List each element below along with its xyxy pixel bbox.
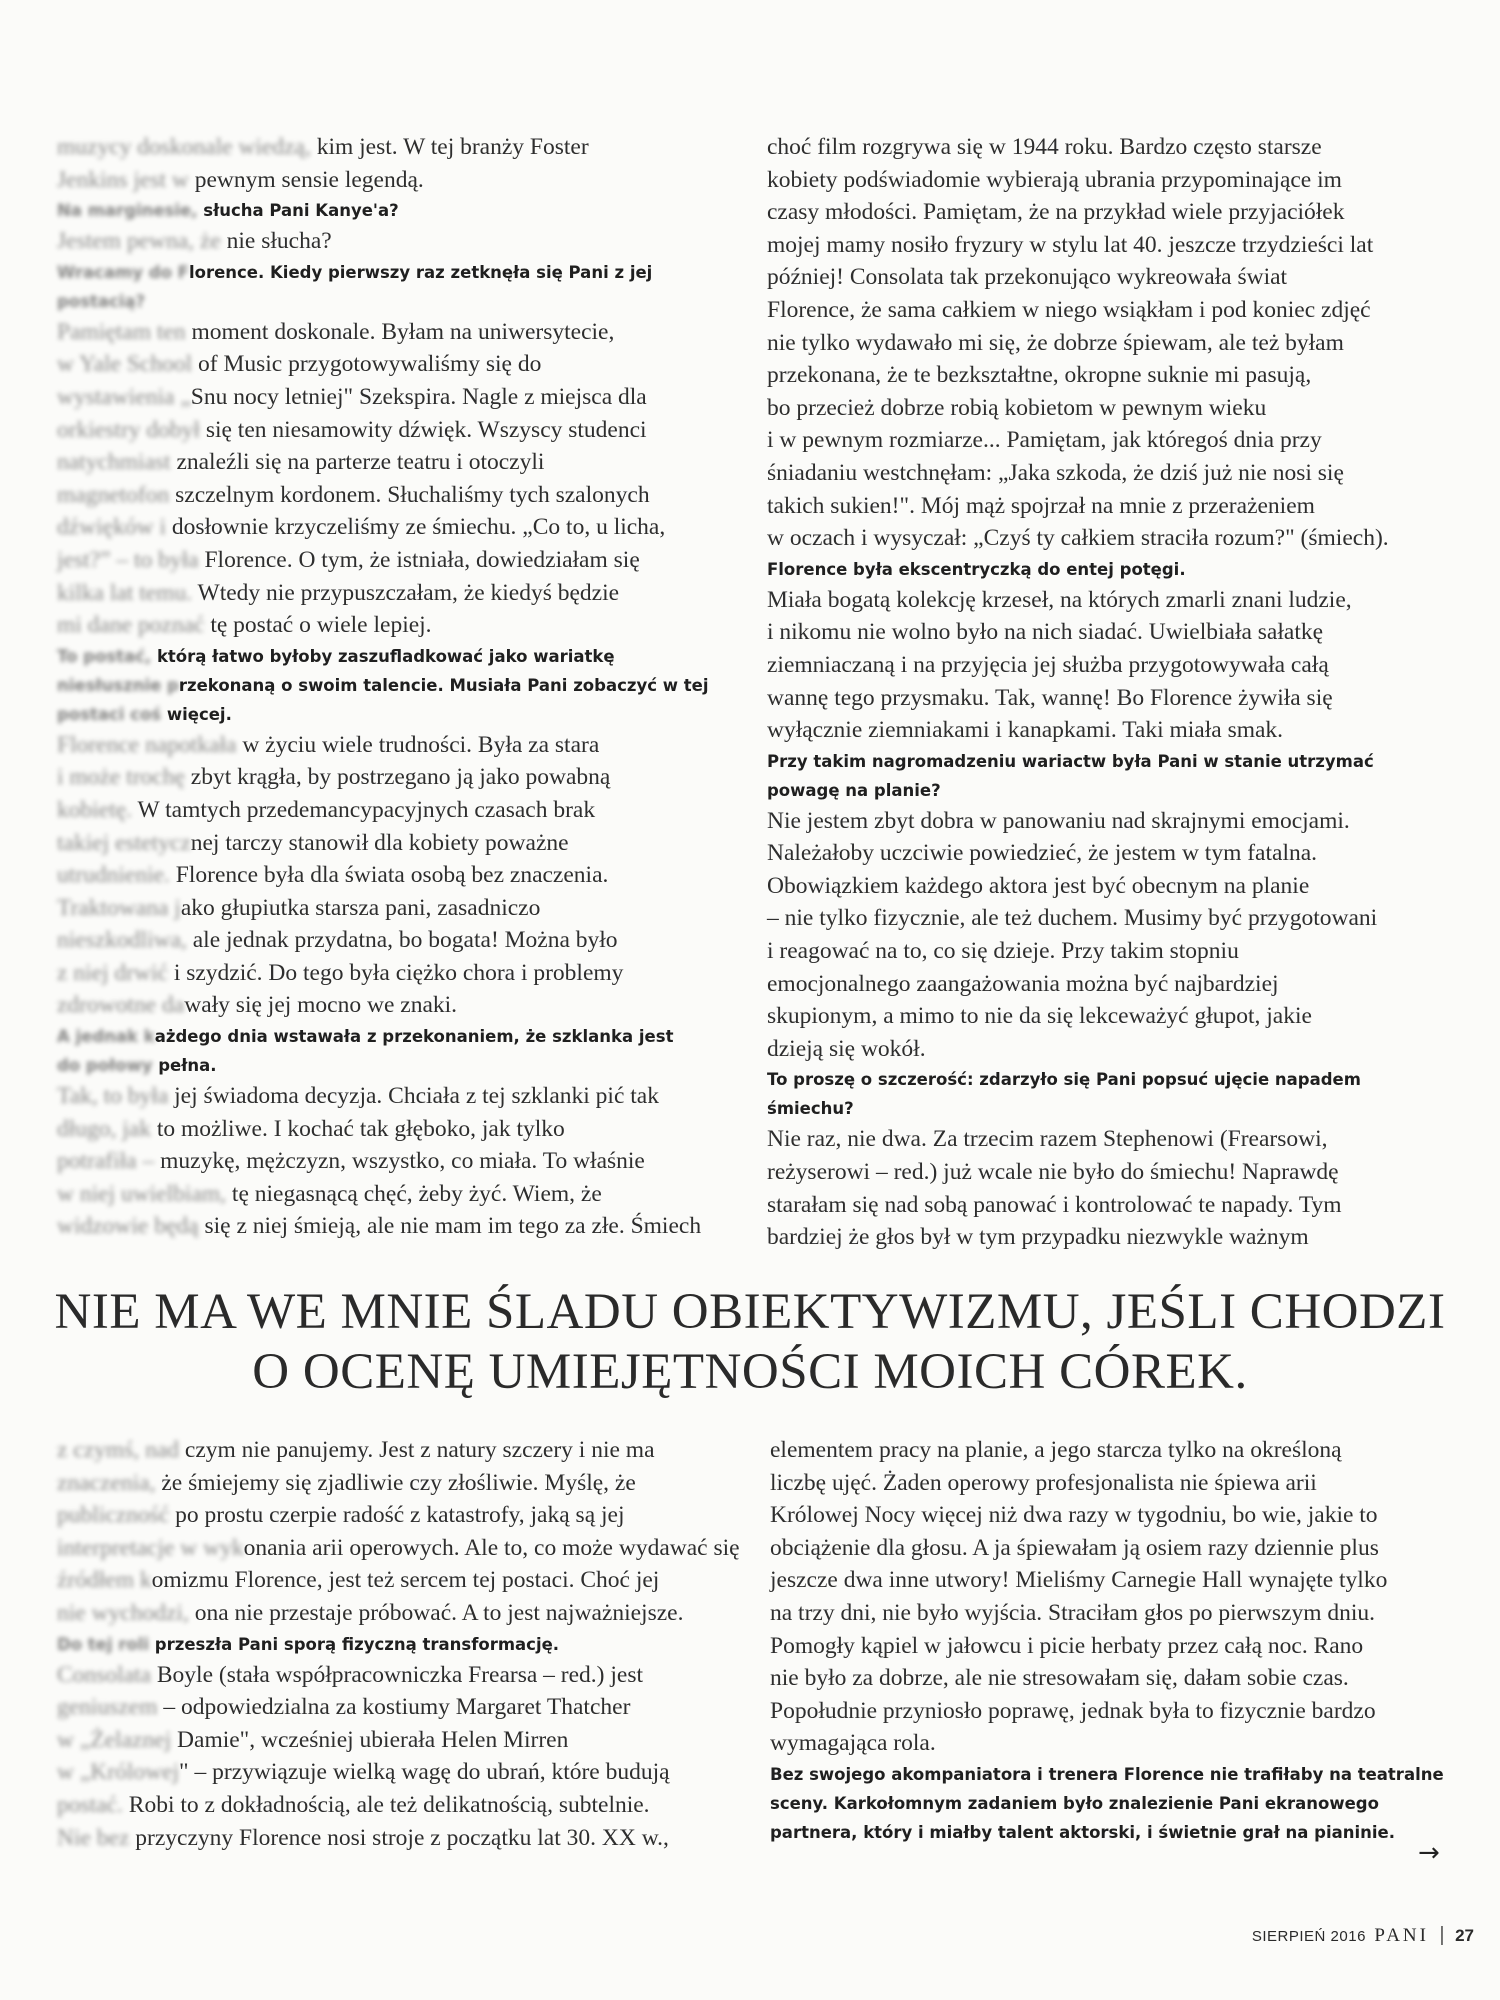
- pull-quote-line: NIE MA WE MNIE ŚLADU OBIEKTYWIZMU, JEŚLI CHODZI: [54, 1284, 1446, 1340]
- cropped-text-fragment: Florence napotkała: [57, 731, 243, 758]
- body-text-line: [57, 794, 717, 827]
- line-text: elementem pracy na planie, a jego starcza tylko na określoną: [770, 1437, 1342, 1463]
- body-text-line: [767, 457, 1457, 490]
- line-text: czym nie panujemy. Jest z natury szczery i nie ma: [184, 1437, 655, 1463]
- interview-question-line: [767, 555, 1457, 584]
- interview-question-line: [767, 1094, 1457, 1123]
- body-text-line: [770, 1630, 1460, 1663]
- body-text-line: [57, 1178, 717, 1211]
- line-text: i nikomu nie wolno było na nich siadać. Uwielbiała sałatkę: [767, 619, 1324, 646]
- interview-question-line: [57, 700, 717, 729]
- body-text-line: [57, 1210, 717, 1243]
- body-text-line: [767, 935, 1457, 968]
- body-text-line: [770, 1727, 1460, 1760]
- interview-question-line: [57, 1022, 717, 1051]
- line-text: i w pewnym rozmiarze... Pamiętam, jak któregoś dnia przy: [767, 427, 1322, 454]
- body-text-line: [767, 327, 1457, 360]
- body-text-line: [767, 490, 1457, 523]
- line-text: Królowej Nocy więcej niż dwa razy w tygodniu, bo wie, jakie to: [770, 1502, 1378, 1529]
- line-text: Pomogły kąpiel w jałowcu i picie herbaty przez całą noc. Rano: [770, 1632, 1364, 1659]
- cropped-text-fragment: Pamiętam ten: [57, 318, 192, 345]
- cropped-text-fragment: mi dane poznać: [57, 612, 211, 639]
- cropped-text-fragment: jest?” – to była: [57, 546, 205, 573]
- body-text-line: [770, 1467, 1460, 1500]
- cropped-text-fragment: geniuszem: [57, 1694, 164, 1721]
- interview-question-line: [57, 258, 717, 287]
- cropped-text-fragment: orkiestry dobył: [57, 416, 206, 443]
- line-text: zbyt krągła, by postrzegano ją jako powabną: [190, 764, 611, 791]
- line-text: reżyserowi – red.) już wcale nie było do śmiechu! Naprawdę: [767, 1159, 1339, 1186]
- cropped-text-fragment: Consolata: [57, 1661, 157, 1688]
- cropped-text-fragment: To postać,: [57, 646, 157, 666]
- line-text: ona nie przestaje próbować. A to jest najważniejsze.: [194, 1599, 684, 1626]
- body-text-line: [767, 968, 1457, 1001]
- body-text-line: [57, 1499, 747, 1532]
- body-text-line: [57, 1113, 717, 1146]
- line-text: ziemniaczaną i na przyjęcia jej służba przygotowywała całą: [767, 651, 1329, 678]
- line-text: Florence była dla świata osobą bez znaczenia.: [175, 862, 609, 889]
- body-text-line: [767, 1033, 1457, 1066]
- line-text: to możliwe. I kochać tak głęboko, jak tylko: [156, 1115, 565, 1142]
- cropped-text-fragment: natychmiast: [57, 449, 177, 476]
- line-text: emocjonalnego zaangażowania można być najbardziej: [767, 970, 1279, 997]
- line-text: of Music przygotowywaliśmy się do: [198, 351, 542, 378]
- body-text-line: [57, 1467, 747, 1500]
- line-text: przekonana, że te bezkształtne, okropne suknie mi pasują,: [767, 362, 1312, 389]
- body-text-line: [57, 892, 717, 925]
- line-text: śmiechu?: [767, 1099, 854, 1119]
- line-text: dzieją się wokół.: [767, 1035, 926, 1062]
- body-text-line: [767, 870, 1457, 903]
- line-text: słucha Pani Kanye'a?: [203, 201, 399, 221]
- body-text-line: [57, 577, 717, 610]
- line-text: nej tarczy stanowił dla kobiety poważne: [190, 829, 569, 856]
- body-text-line: [767, 682, 1457, 715]
- body-text-line: [57, 414, 717, 447]
- cropped-text-fragment: niesłusznie p: [57, 675, 179, 695]
- interview-question-line: [770, 1818, 1460, 1847]
- line-text: powagę na planie?: [767, 780, 941, 800]
- line-text: – odpowiedzialna za kostiumy Margaret Thatcher: [163, 1694, 631, 1721]
- body-text-line: [57, 1756, 747, 1789]
- body-text-line: [57, 1564, 747, 1597]
- body-text-line: [767, 714, 1457, 747]
- line-text: Snu nocy letniej" Szekspira. Nagle z miejsca dla: [190, 383, 647, 410]
- line-text: Boyle (stała współpracowniczka Frearsa – red.) jest: [156, 1661, 644, 1688]
- line-text: obciążenie dla głosu. A ja śpiewałam ją osiem razy dziennie plus: [770, 1534, 1379, 1561]
- body-text-line: [770, 1597, 1460, 1630]
- interview-question-line: [767, 776, 1457, 805]
- body-text-line: [767, 261, 1457, 294]
- cropped-text-fragment: A jednak k: [57, 1027, 155, 1047]
- cropped-text-fragment: nieszkodliwa,: [57, 927, 193, 954]
- cropped-text-fragment: kobietę.: [57, 796, 138, 823]
- cropped-text-fragment: Nie bez: [57, 1824, 136, 1851]
- line-text: W tamtych przedemancypacyjnych czasach brak: [137, 796, 596, 823]
- pull-quote-line: O OCENĘ UMIEJĘTNOŚCI MOICH CÓREK.: [252, 1344, 1248, 1400]
- line-text: pewnym sensie legendą.: [194, 166, 424, 193]
- article-column-top-left: [57, 131, 717, 1243]
- line-text: omizmu Florence, jest też sercem tej postaci. Choć jej: [151, 1567, 660, 1594]
- line-text: ako głupiutka starsza pani, zasadniczo: [180, 894, 541, 921]
- line-text: znaleźli się na parterze teatru i otoczyli: [176, 449, 545, 476]
- body-text-line: [57, 1691, 747, 1724]
- line-text: muzykę, mężczyzn, wszystko, co miała. To właśnie: [160, 1148, 645, 1175]
- body-text-line: [767, 522, 1457, 555]
- cropped-text-fragment: Tak, to była: [57, 1083, 175, 1110]
- body-text-line: [57, 989, 717, 1022]
- interview-question-line: [57, 642, 717, 671]
- body-text-line: [767, 805, 1457, 838]
- interview-question-line: [57, 1051, 717, 1080]
- body-text-line: [57, 479, 717, 512]
- cropped-text-fragment: utrudnienie.: [57, 862, 176, 889]
- body-text-line: [767, 1221, 1457, 1254]
- line-text: lorence. Kiedy pierwszy raz zetknęła się Pani z jej: [188, 262, 653, 282]
- body-text-line: [57, 1822, 747, 1855]
- line-text: że śmiejemy się zjadliwie czy złośliwie. Myślę, że: [161, 1469, 636, 1496]
- line-text: śniadaniu westchnęłam: „Jaka szkoda, że dziś już nie nosi się: [767, 459, 1344, 486]
- cropped-text-fragment: Jestem pewna, że: [57, 228, 227, 255]
- line-text: Bez swojego akompaniatora i trenera Florence nie trafiłaby na teatralne: [770, 1764, 1444, 1784]
- body-text-line: [767, 229, 1457, 262]
- line-text: mojej mamy nosiło fryzury w stylu lat 40. jeszcze trzydzieści lat: [767, 231, 1374, 258]
- body-text-line: [770, 1434, 1460, 1467]
- cropped-text-fragment: widzowie będą: [57, 1213, 205, 1240]
- cropped-text-fragment: Na marginesie,: [57, 201, 204, 221]
- interview-question-line: [770, 1789, 1460, 1818]
- interview-question-line: [57, 1630, 747, 1659]
- line-text: w oczach i wysyczał: „Czyś ty całkiem straciła rozum?" (śmiech).: [767, 525, 1389, 552]
- line-text: choć film rozgrywa się w 1944 roku. Bardzo często starsze: [767, 134, 1322, 160]
- line-text: – nie tylko fizycznie, ale też duchem. Musimy być przygotowani: [767, 905, 1378, 932]
- body-text-line: [57, 859, 717, 892]
- line-text: Miała bogatą kolekcję krzeseł, na których zmarli znani ludzie,: [767, 586, 1352, 613]
- body-text-line: [57, 544, 717, 577]
- line-text: " – przywiązuje wielką wagę do ubrań, które budują: [179, 1759, 670, 1786]
- line-text: ale jednak przydatna, bo bogata! Można było: [192, 927, 618, 954]
- body-text-line: [767, 902, 1457, 935]
- page-number: 27: [1455, 1926, 1474, 1945]
- cropped-text-fragment: postać.: [57, 1791, 129, 1818]
- interview-question-line: [57, 287, 717, 316]
- magazine-name: PANI: [1374, 1925, 1429, 1946]
- body-text-line: [767, 649, 1457, 682]
- interview-question-line: [767, 1065, 1457, 1094]
- line-text: To proszę o szczerość: zdarzyło się Pani popsuć ujęcie napadem: [767, 1070, 1361, 1090]
- line-text: Florence była ekscentryczką do entej potęgi.: [767, 559, 1186, 579]
- interview-question-line: [57, 671, 717, 700]
- body-text-line: [57, 827, 717, 860]
- line-text: liczbę ujęć. Żaden operowy profesjonalista nie śpiewa arii: [770, 1469, 1317, 1496]
- body-text-line: [57, 1080, 717, 1113]
- article-column-bottom-right: [770, 1434, 1460, 1847]
- page-footer: [1252, 1924, 1474, 1947]
- article-column-top-right: [767, 131, 1457, 1254]
- line-text: i reagować na to, co się dzieje. Przy takim stopniu: [767, 938, 1239, 965]
- body-text-line: [57, 1434, 747, 1467]
- line-text: później! Consolata tak przekonująco wykreowała świat: [767, 264, 1288, 291]
- cropped-text-fragment: w niej uwielbiam,: [57, 1180, 232, 1207]
- line-text: partnera, który i miałby talent aktorski, i świetnie grał na pianinie.: [770, 1822, 1395, 1842]
- line-text: i szydzić. Do tego była ciężko chora i problemy: [173, 959, 624, 986]
- body-text-line: [57, 1789, 747, 1822]
- line-text: onania arii operowych. Ale to, co może wydawać się: [243, 1534, 740, 1561]
- body-text-line: [770, 1695, 1460, 1728]
- line-text: starałam się nad sobą panować i kontrolować te napady. Tym: [767, 1191, 1342, 1218]
- cropped-text-fragment: dźwięków i: [57, 514, 172, 541]
- cropped-text-fragment: interpretacje w wyk: [57, 1534, 244, 1561]
- cropped-text-fragment: do połowy: [57, 1056, 159, 1076]
- cropped-text-fragment: magnetofon: [57, 481, 176, 508]
- line-text: ażdego dnia wstawała z przekonaniem, że szklanka jest: [154, 1027, 674, 1047]
- line-text: wyłącznie ziemniakami i kanapkami. Taki miała smak.: [767, 717, 1284, 744]
- line-text: wymagająca rola.: [770, 1730, 936, 1757]
- line-text: Wtedy nie przypuszczałam, że kiedyś będzie: [197, 579, 620, 606]
- line-text: bardziej że głos był w tym przypadku niezwykle ważnym: [767, 1224, 1309, 1251]
- body-text-line: [767, 392, 1457, 425]
- cropped-text-fragment: potrafiła –: [57, 1148, 161, 1175]
- cropped-text-fragment: postaci coś: [57, 704, 167, 724]
- line-text: Damie", wcześniej ubierała Helen Mirren: [177, 1726, 569, 1753]
- line-text: moment doskonale. Byłam na uniwersytecie,: [191, 318, 615, 345]
- body-text-line: [57, 1532, 747, 1565]
- line-text: sceny. Karkołomnym zadaniem było znalezienie Pani ekranowego: [770, 1793, 1379, 1813]
- line-text: się z niej śmieją, ale nie mam im tego za złe. Śmiech: [204, 1213, 702, 1240]
- cropped-text-fragment: takiej estetycz: [57, 829, 191, 856]
- cropped-text-fragment: Jenkins jest w: [57, 166, 195, 193]
- line-text: się ten niesamowity dźwięk. Wszyscy studenci: [205, 416, 647, 443]
- body-text-line: [57, 131, 717, 164]
- body-text-line: [57, 729, 717, 762]
- line-text: Obowiązkiem każdego aktora jest być obecnym na planie: [767, 872, 1310, 899]
- line-text: Florence. O tym, że istniała, dowiedziałam się: [204, 546, 640, 573]
- cropped-text-fragment: muzycy doskonale wiedzą,: [57, 134, 317, 160]
- line-text: jeszcze dwa inne utwory! Mieliśmy Carnegie Hall wynajęte tylko: [770, 1567, 1388, 1594]
- body-text-line: [57, 316, 717, 349]
- line-text: przeszła Pani sporą fizyczną transformację.: [154, 1634, 560, 1654]
- line-text: czasy młodości. Pamiętam, że na przykład wiele przyjaciółek: [767, 199, 1345, 226]
- line-text: Nie jestem zbyt dobra w panowaniu nad skrajnymi emocjami.: [767, 807, 1350, 834]
- continue-arrow-icon: →: [1418, 1838, 1440, 1868]
- cropped-text-fragment: wystawienia „: [57, 383, 191, 410]
- line-text: dosłownie krzyczeliśmy ze śmiechu. „Co to, u licha,: [171, 514, 666, 541]
- body-text-line: [57, 957, 717, 990]
- body-text-line: [767, 1156, 1457, 1189]
- body-text-line: [57, 1659, 747, 1692]
- line-text: Florence, że sama całkiem w niego wsiąkłam i pod koniec zdjęć: [767, 296, 1371, 323]
- cropped-text-fragment: zdrowotne da: [57, 992, 185, 1019]
- body-text-line: [57, 609, 717, 642]
- cropped-text-fragment: i może trochę: [57, 764, 191, 791]
- line-text: takich sukien!". Mój mąż spojrzał na mnie z przerażeniem: [767, 492, 1315, 519]
- cropped-text-fragment: kilka lat temu.: [57, 579, 198, 606]
- line-text: tę niegasnącą chęć, żeby żyć. Wiem, że: [231, 1180, 602, 1207]
- article-column-bottom-left: [57, 1434, 747, 1854]
- body-text-line: [767, 359, 1457, 392]
- cropped-text-fragment: długo, jak: [57, 1115, 157, 1142]
- footer-separator: |: [1439, 1924, 1445, 1946]
- body-text-line: [767, 584, 1457, 617]
- body-text-line: [767, 837, 1457, 870]
- line-text: nie tylko wydawało mi się, że dobrze śpiewam, ale też byłam: [767, 329, 1344, 356]
- cropped-text-fragment: źródłem k: [57, 1567, 152, 1594]
- line-text: nie słucha?: [226, 228, 332, 255]
- body-text-line: [57, 1724, 747, 1757]
- line-text: jej świadoma decyzja. Chciała z tej szklanki pić tak: [174, 1083, 659, 1110]
- line-text: wały się jej mocno we znaki.: [184, 992, 458, 1019]
- line-text: Nie raz, nie dwa. Za trzecim razem Stephenowi (Frearsowi,: [767, 1126, 1328, 1153]
- body-text-line: [767, 294, 1457, 327]
- body-text-line: [770, 1662, 1460, 1695]
- cropped-text-fragment: z niej drwić: [57, 959, 174, 986]
- line-text: wannę tego przysmaku. Tak, wannę! Bo Florence żywiła się: [767, 684, 1333, 711]
- body-text-line: [767, 616, 1457, 649]
- line-text: tę postać o wiele lepiej.: [210, 612, 432, 639]
- interview-question-line: [767, 747, 1457, 776]
- body-text-line: [57, 924, 717, 957]
- body-text-line: [57, 348, 717, 381]
- body-text-line: [770, 1564, 1460, 1597]
- line-text: Robi to z dokładnością, ale też delikatnością, subtelnie.: [128, 1791, 650, 1818]
- cropped-text-fragment: z czymś, nad: [57, 1437, 185, 1463]
- body-text-line: [57, 511, 717, 544]
- body-text-line: [767, 424, 1457, 457]
- body-text-line: [770, 1532, 1460, 1565]
- body-text-line: [57, 381, 717, 414]
- line-text: Należałoby uczciwie powiedzieć, że jestem w tym fatalna.: [767, 840, 1318, 867]
- cropped-text-fragment: w Yale School: [57, 351, 199, 378]
- line-text: przyczyny Florence nosi stroje z początku lat 30. XX w.,: [135, 1824, 669, 1851]
- body-text-line: [767, 131, 1457, 164]
- line-text: Popołudnie przyniosło poprawę, jednak była to fizycznie bardzo: [770, 1697, 1376, 1724]
- line-text: więcej.: [166, 704, 232, 724]
- cropped-text-fragment: nie wychodzi,: [57, 1599, 195, 1626]
- body-text-line: [767, 1189, 1457, 1222]
- body-text-line: [57, 164, 717, 197]
- line-text: Przy takim nagromadzeniu wariactw była Pani w stanie utrzymać: [767, 751, 1374, 771]
- line-text: kim jest. W tej branży Foster: [316, 134, 589, 160]
- line-text: pełna.: [158, 1056, 217, 1076]
- line-text: w życiu wiele trudności. Była za stara: [242, 731, 600, 758]
- cropped-text-fragment: Wracamy do F: [57, 262, 189, 282]
- line-text: szczelnym kordonem. Słuchaliśmy tych szalonych: [175, 481, 650, 508]
- body-text-line: [57, 1145, 717, 1178]
- body-text-line: [767, 1000, 1457, 1033]
- interview-question-line: [770, 1760, 1460, 1789]
- body-text-line: [57, 446, 717, 479]
- cropped-text-fragment: Traktowana j: [57, 894, 181, 921]
- line-text: rzekonaną o swoim talencie. Musiała Pani zobaczyć w tej: [178, 675, 709, 695]
- body-text-line: [767, 1123, 1457, 1156]
- cropped-text-fragment: w „Żelaznej: [57, 1726, 178, 1753]
- interview-question-line: [57, 196, 717, 225]
- body-text-line: [57, 1597, 747, 1630]
- body-text-line: [767, 196, 1457, 229]
- body-text-line: [57, 761, 717, 794]
- line-text: skupionym, a mimo to nie da się lekceważyć głupot, jakie: [767, 1003, 1312, 1030]
- line-text: bo przecież dobrze robią kobietom w pewnym wieku: [767, 394, 1267, 421]
- cropped-text-fragment: publiczność: [57, 1502, 176, 1529]
- line-text: kobiety podświadomie wybierają ubrania przypominające im: [767, 166, 1342, 193]
- issue-date: SIERPIEŃ 2016: [1251, 1928, 1366, 1945]
- cropped-text-fragment: w „Królowej: [57, 1759, 180, 1786]
- body-text-line: [767, 164, 1457, 197]
- line-text: po prostu czerpie radość z katastrofy, jaką są jej: [175, 1502, 625, 1529]
- body-text-line: [770, 1499, 1460, 1532]
- cropped-text-fragment: postacią?: [57, 291, 146, 311]
- line-text: nie było za dobrze, ale nie stresowałam się, dałam sobie czas.: [770, 1665, 1349, 1692]
- pull-quote: [40, 1282, 1460, 1402]
- line-text: na trzy dni, nie było wyjścia. Straciłam głos po pierwszym dniu.: [770, 1599, 1376, 1626]
- body-text-line: [57, 225, 717, 258]
- cropped-text-fragment: znaczenia,: [57, 1469, 162, 1496]
- line-text: którą łatwo byłoby zaszufladkować jako wariatkę: [156, 646, 615, 666]
- cropped-text-fragment: Do tej roli: [57, 1634, 155, 1654]
